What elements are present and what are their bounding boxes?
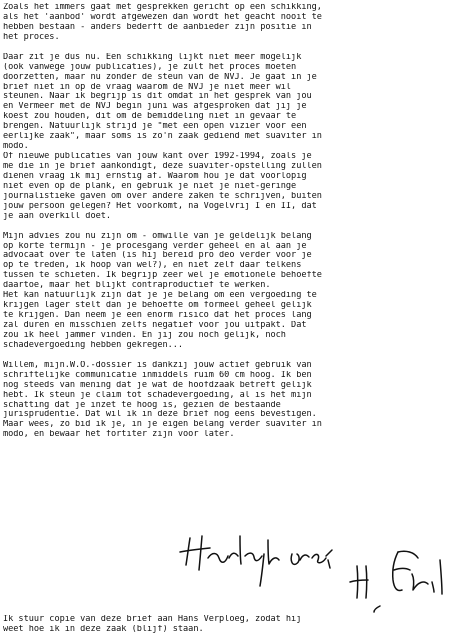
signature-stroke (393, 552, 402, 591)
signature-stroke (328, 560, 330, 568)
signature-stroke (350, 580, 368, 582)
paragraph-gap (3, 222, 449, 232)
signature-stroke (398, 551, 418, 558)
text-line: brengen. Natuurlijk strijd je "met een open vizier voor een (3, 122, 307, 132)
text-line: advocaat over te laten (is hij bereid pro deo verder voor je (3, 251, 312, 261)
text-line: schadevergoeding hebben gekregen... (3, 340, 184, 350)
text-line: eerlijke zaak", maar soms is zo'n zaak gediend met suaviter in (3, 132, 322, 142)
text-line: zal duren en misschien zelfs negatief voor jou uitpakt. Dat (3, 321, 307, 330)
letter-footer (3, 615, 449, 635)
text-line: tussen te schieten. Ik begrijp zeer wel je emotionele behoefte (3, 271, 322, 281)
signature-stroke (240, 536, 241, 564)
text-line: journalistieke gaven om over andere zaken te schrijven, buiten (3, 191, 322, 201)
handwritten-signature (0, 530, 450, 615)
text-line: Het kan natuurlijk zijn dat je je belang om een vergoeding te (3, 291, 317, 301)
text-line: jouw persoon gelegen? Het voorkomt, na Vogelvrij I en II, dat (3, 201, 317, 211)
paragraph-1 (3, 3, 449, 43)
text-line: je aan overkill doet. (3, 211, 112, 221)
text-line: Daar zit je dus nu. Een schikking lijkt niet meer mogelijk (3, 52, 302, 62)
text-line: als het 'aanbod' wordt afgewezen dan wordt het geacht nooit te (3, 12, 322, 22)
text-line: modo. (3, 142, 29, 152)
signature-stroke (394, 569, 410, 571)
signature-stroke (440, 560, 442, 594)
text-line: koest zou houden, dit om de bemiddeling niet in gevaar te (3, 112, 297, 122)
signature-stroke (432, 582, 434, 592)
signature-stroke (268, 540, 279, 564)
footer-line: weet hoe ik in deze zaak (blijf) staan. (3, 624, 204, 634)
text-line: brief niet in op de vraag waarom de NVJ je niet meer wil (3, 82, 292, 92)
paragraph-gap (3, 351, 449, 361)
text-line: Of nieuwe publicaties van jouw kant over 1992-1994, zoals je (3, 152, 312, 162)
text-line: hebben bestaan - anders bederft de aanbieder zijn positie in (3, 22, 312, 32)
text-line: doorzetten, maar nu zonder de steun van de NVJ. Je gaat in je (3, 72, 317, 82)
signature-stroke (180, 548, 210, 552)
text-line: Maar wees, zo bid ik je, in je eigen belang verder suaviter in (3, 420, 322, 430)
text-line: me die in je brief aankondigt, deze suaviter-opstelling zullen (3, 162, 322, 171)
signature-stroke (366, 566, 367, 598)
text-line: steunen. Naar ik begrijp is dit omdat in het gesprek van jou (3, 92, 312, 102)
text-line: zou ik heel jammer vinden. En jij zou noch gelijk, noch (3, 330, 286, 340)
text-line: Willem, mijn.W.O.-dossier is dankzij jouw actief gebruik van (3, 360, 312, 370)
signature-stroke (412, 574, 428, 590)
text-line: dienen vraag ik mij ernstig af. Waarom hou je dat voorlopig (3, 171, 307, 181)
signature-stroke (374, 606, 380, 612)
signature-stroke (326, 550, 332, 556)
letter-body (3, 3, 449, 440)
signature-stroke (245, 553, 262, 561)
text-line: niet even op de plank, en gebruik je niet je niet-geringe (3, 181, 297, 191)
text-line: op korte termijn - je procesgang verder geheel en al aan je (3, 241, 307, 251)
signature-ink (180, 536, 442, 612)
text-line: het proces. (3, 32, 60, 42)
text-line: modo, en bewaar het fortiter zijn voor later. (3, 430, 235, 440)
text-line: en Vermeer met de NVJ begin juni was afgesproken dat jij je (3, 102, 307, 112)
signature-stroke (199, 536, 202, 570)
signature-stroke (208, 554, 228, 563)
text-line: (ook vanwege jouw publicaties), je zult het proces moeten (3, 62, 297, 72)
paragraph-3 (3, 232, 449, 351)
signature-stroke (291, 554, 299, 564)
text-line: schriftelijke communicatie inmiddels ruim 60 cm hoog. Ik ben (3, 370, 312, 380)
footer-line: Ik stuur copie van deze brief aan Hans Verploeg, zodat hij (3, 615, 302, 624)
paragraph-gap (3, 43, 449, 53)
text-line: Zoals het immers gaat met gesprekken gericht op een schikking, (3, 3, 322, 12)
signature-stroke (312, 554, 326, 562)
paragraph-4 (3, 361, 449, 441)
text-line: hebt. Ik steun je claim tot schadevergoeding, al is het mijn (3, 390, 312, 400)
text-line: daartoe, maar het blijkt contraproductief te werken. (3, 281, 271, 291)
text-line: nog steeds van mening dat je wat de hoofdzaak betreft gelijk (3, 380, 312, 390)
text-line: op te treden, ik hoop van wel?), en niet zelf daar telkens (3, 261, 302, 271)
signature-stroke (229, 553, 238, 558)
signature-stroke (300, 555, 309, 560)
text-line: krijgen lager stelt dan je behoefte om formeel geheel gelijk (3, 301, 312, 311)
signature-stroke (357, 566, 358, 598)
text-line: Mijn advies zou nu zijn om - omwille van je geldelijk belang (3, 231, 312, 241)
paragraph-2 (3, 53, 449, 222)
text-line: te krijgen. Dan neem je een enorm risico dat het proces lang (3, 311, 312, 321)
text-line: schatting dat je inzet te hoog is, gezien de bestaande (3, 400, 281, 410)
text-line: jurisprudentie. Dat wil ik in deze brief nog eens bevestigen. (3, 410, 317, 420)
